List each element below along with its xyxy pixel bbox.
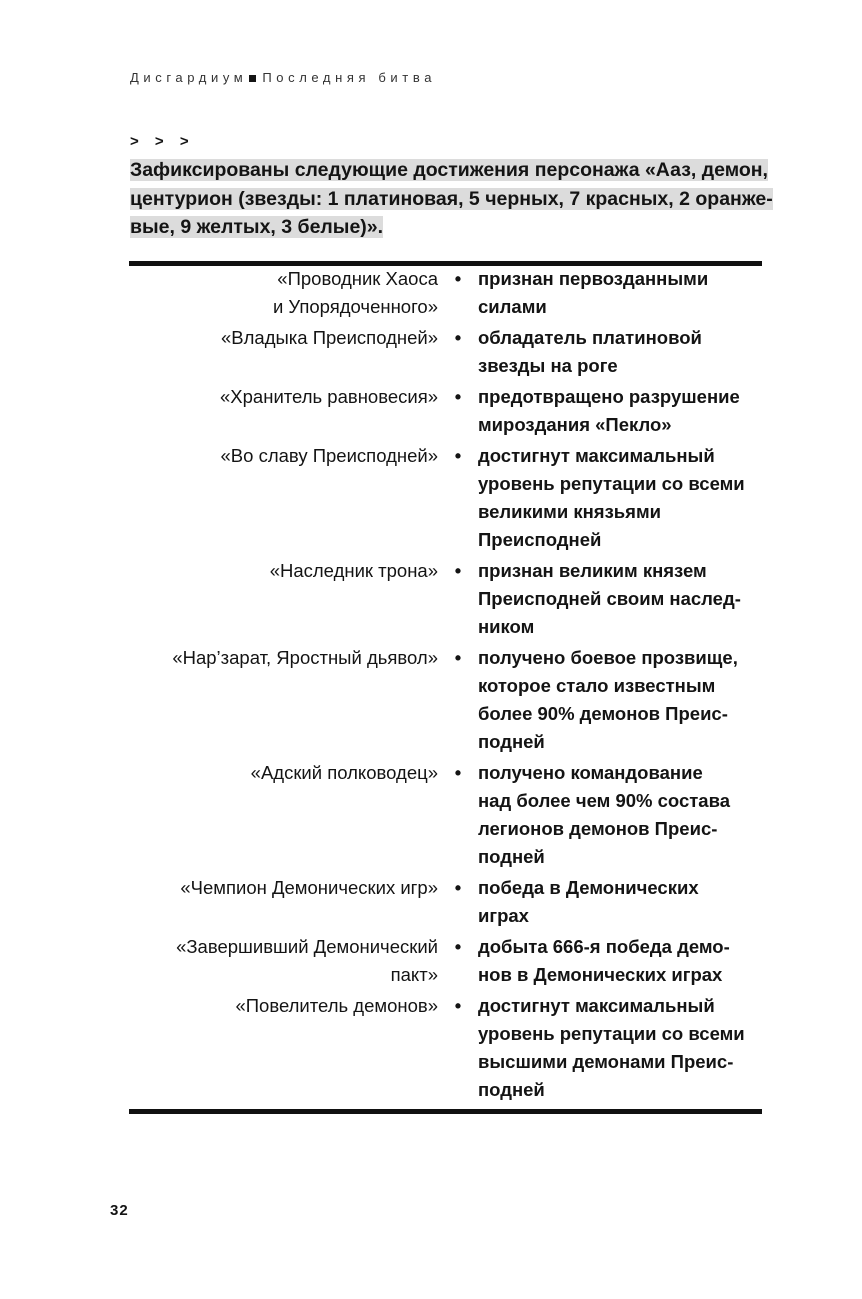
achievement-name: «Проводник Хаоса и Упорядоченного» (272, 268, 438, 317)
achievement-name: «Завершивший Демонический пакт» (176, 936, 438, 985)
achievement-name: «Хранитель равновесия» (220, 386, 438, 407)
achievement-name: «Владыка Преисподней» (220, 327, 438, 348)
achievement-entry (129, 324, 762, 380)
achievement-name: «Нар’зарат, Яростный дьявол» (172, 647, 438, 668)
bullet-icon: • (454, 995, 462, 1016)
running-head (130, 70, 436, 85)
page-number: 32 (110, 1202, 129, 1219)
bullet-icon: • (454, 560, 462, 581)
bullet-icon: • (454, 647, 462, 668)
achievement-description: достигнут максимальный уровень репутации со всеми великими князьями Преисподней (478, 445, 745, 550)
achievement-description: получено боевое прозвище, которое стало известным более 90% демонов Преис- подней (478, 647, 738, 752)
achievement-entry (129, 992, 762, 1104)
bullet-icon: • (454, 445, 462, 466)
bullet-icon: • (454, 877, 462, 898)
intro-paragraph (130, 156, 773, 242)
section-markers: > > > (130, 133, 195, 150)
achievement-description: добыта 666-я победа демо- нов в Демонических играх (478, 936, 730, 985)
achievement-entry (129, 557, 762, 641)
achievement-entry (129, 933, 762, 989)
bullet-icon: • (454, 386, 462, 407)
achievement-entry (129, 383, 762, 439)
achievements-list (129, 265, 762, 1107)
bullet-icon: • (454, 268, 462, 289)
achievement-entry (129, 265, 762, 321)
achievement-name: «Чемпион Демонических игр» (180, 877, 438, 898)
square-separator-icon (249, 75, 256, 82)
intro-line: вые, 9 желтых, 3 белые)». (130, 216, 384, 238)
achievement-description: получено командование над более чем 90% состава легионов демонов Преис- подней (478, 762, 731, 867)
intro-line: Зафиксированы следующие достижения персонажа «Ааз, демон, (130, 159, 768, 181)
achievement-name: «Во славу Преисподней» (220, 445, 438, 466)
bullet-icon: • (454, 936, 462, 957)
achievement-description: обладатель платиновой звезды на роге (478, 327, 702, 376)
achievement-entry (129, 759, 762, 871)
achievement-description: признан первозданными силами (478, 268, 709, 317)
achievement-description: признан великим князем Преисподней своим наслед- ником (478, 560, 741, 637)
bullet-icon: • (454, 762, 462, 783)
achievement-entry (129, 644, 762, 756)
bullet-icon: • (454, 327, 462, 348)
achievement-name: «Наследник трона» (269, 560, 438, 581)
running-head-title: Последняя битва (262, 70, 437, 85)
running-head-book: Дисгардиум (130, 70, 248, 85)
achievement-description: достигнут максимальный уровень репутации со всеми высшими демонами Преис- подней (478, 995, 745, 1100)
achievement-description: предотвращено разрушение мироздания «Пекло» (478, 386, 740, 435)
intro-line: центурион (звезды: 1 платиновая, 5 черных, 7 красных, 2 оранже- (130, 187, 773, 210)
achievement-name: «Адский полководец» (250, 762, 438, 783)
achievement-entry (129, 874, 762, 930)
achievement-description: победа в Демонических играх (478, 877, 699, 926)
achievement-entry (129, 442, 762, 554)
achievement-name: «Повелитель демонов» (235, 995, 438, 1016)
table-bottom-rule (129, 1109, 762, 1114)
